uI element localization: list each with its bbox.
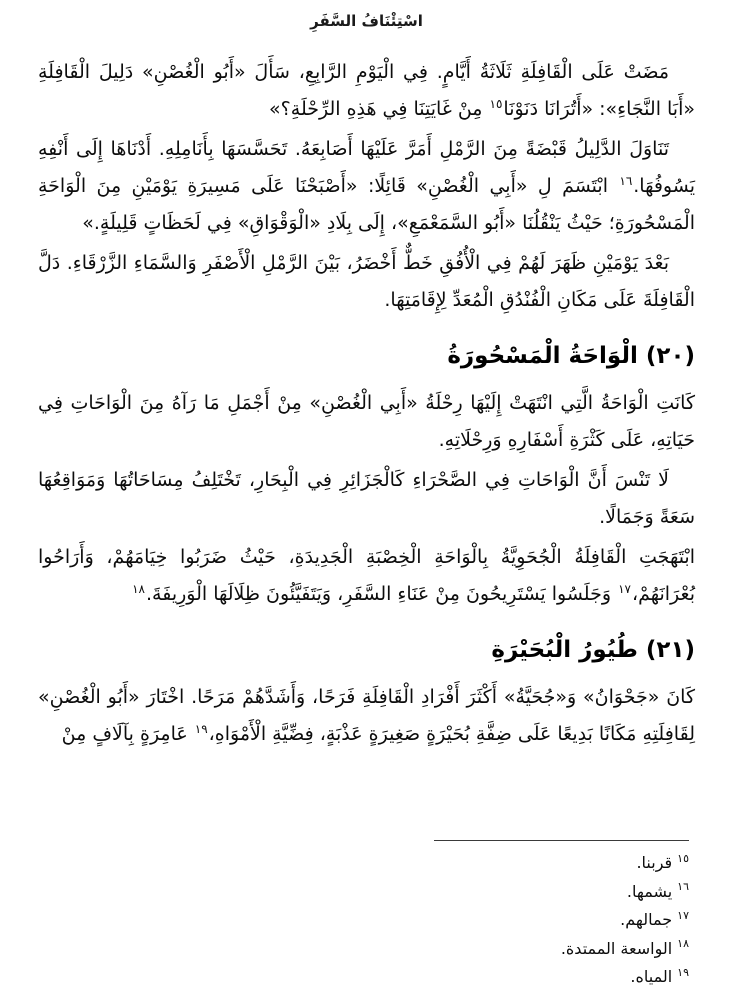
footnotes	[38, 849, 689, 992]
footnote-16-text: يشمها.	[626, 881, 673, 901]
running-head	[0, 12, 733, 30]
body-text	[38, 54, 695, 756]
footnote-19	[38, 963, 689, 992]
footnote-separator	[434, 840, 689, 841]
paragraph-3-text: بَعْدَ يَوْمَيْنِ ظَهَرَ لَهُمْ فِي الْأُفُقِ خَطٌّ أَخْضَرُ، بَيْنَ الرَّمْلِ الْأَصْفَرِ وَالسَّمَاءِ الزَّرْقَاءِ. دَلَّ الْقَافِلَةَ عَلَى مَكَانِ الْفُنْدُقِ الْمُعَدِّ لِإِقَامَتِهَا.	[38, 252, 695, 311]
paragraph-3	[38, 245, 695, 319]
footnote-18-marker: ١٨	[677, 937, 689, 951]
footnote-ref-16: ١٦	[619, 173, 633, 188]
paragraph-5	[38, 462, 695, 536]
running-head-title: اسْتِئْنَافُ السَّفَرِ	[310, 12, 423, 30]
paragraph-4	[38, 385, 695, 459]
footnote-ref-18: ١٨	[132, 581, 145, 596]
footnote-ref-17: ١٧	[618, 581, 631, 596]
section-heading-20: (٢٠) الْوَاحَةُ الْمَسْحُورَةُ	[447, 343, 695, 369]
paragraph-2-text: تَنَاوَلَ الدَّلِيلُ قَبْضَةً مِنَ الرَّمْلِ أَمَرَّ عَلَيْهَا أَصَابِعَهُ. تَحَسَّسَهَا بِأَنَامِلِهِ. أَدْنَاهَا إِلَى أَنْفِهِ يَسُوفُهَا.	[38, 138, 695, 197]
paragraph-4-text: كَانَتِ الْوَاحَةُ الَّتِي انْتَهَتْ إِلَيْهَا رِحْلَةُ «أَبِي الْغُصْنِ» مِنْ أَجْمَلِ مَا رَآهُ مِنَ الْوَاحَاتِ فِي حَيَاتِهِ، عَلَى كَثْرَةِ أَسْفَارِهِ وَرِحْلَاتِهِ.	[38, 392, 695, 451]
footnote-16	[38, 878, 689, 907]
paragraph-5-text: لَا تَنْسَ أَنَّ الْوَاحَاتِ فِي الصَّحْرَاءِ كَالْجَزَائِرِ فِي الْبِحَارِ، تَخْتَلِفُ مِسَاحَاتُهَا وَمَوَاقِعُهَا سَعَةً وَجَمَالًا.	[38, 469, 695, 528]
paragraph-7-text-cont: عَامِرَةٍ بِآلَافٍ مِنْ	[61, 723, 194, 745]
paragraph-2	[38, 131, 695, 242]
paragraph-1-text-cont: مِنْ غَايَتِنَا فِي هَذِهِ الرِّحْلَةِ؟»	[269, 98, 489, 120]
footnote-17-text: جمالهم.	[620, 910, 673, 929]
footnote-ref-19: ١٩	[194, 721, 208, 736]
footnote-19-marker: ١٩	[677, 965, 689, 979]
paragraph-6	[38, 539, 695, 613]
paragraph-2-text-cont: ابْتَسَمَ لِ «أَبِي الْغُصْنِ» قَائِلًا: «أَصْبَحْنَا عَلَى مَسِيرَةِ يَوْمَيْنِ مِنَ الْوَاحَةِ الْمَسْحُورَةِ؛ حَيْثُ يَنْقُلُنَا «أَبُو السَّمَعْمَعِ»، إِلَى بِلَادِ «الْوَقْوَاقِ» فِي لَحَظَاتٍ قَلِيلَةٍ.»	[38, 175, 695, 234]
footnote-15	[38, 849, 689, 878]
footnote-18	[38, 935, 689, 964]
section-heading-21: (٢١) طُيُورُ الْبُحَيْرَةِ	[491, 637, 695, 663]
paragraph-6-text: ابْتَهَجَتِ الْقَافِلَةُ الْجُحَوِيَّةُ بِالْوَاحَةِ الْخِصْبَةِ الْجَدِيدَةِ، حَيْثُ ضَرَبُوا خِيَامَهُمْ، وَأَرَاحُوا بُعْرَانَهُمْ،	[38, 546, 695, 605]
footnote-15-text: قربنا.	[636, 853, 673, 872]
paragraph-7	[38, 679, 695, 753]
footnote-17-marker: ١٧	[677, 908, 689, 922]
paragraph-1	[38, 54, 695, 128]
paragraph-7-text: كَانَ «جَحْوَانُ» وَ«جُحَيَّةُ» أَكْثَرَ أَفْرَادِ الْقَافِلَةِ فَرَحًا، وَأَشَدَّهُمْ مَرَحًا. اخْتَارَ «أَبُو الْغُصْنِ» لِقَافِلَتِهِ مَكَانًا بَدِيعًا عَلَى ضِفَّةِ بُحَيْرَةٍ صَغِيرَةٍ عَذْبَةٍ، فِضِّيَّةِ الْأَمْوَاهِ،	[38, 686, 695, 745]
footnote-18-text: الواسعة الممتدة.	[560, 938, 673, 958]
paragraph-6-text-cont: وَجَلَسُوا يَسْتَرِيحُونَ مِنْ عَنَاءِ السَّفَرِ، وَيَتَفَيَّئُونَ ظِلَالَهَا الْوَرِيفَةَ.	[146, 583, 618, 605]
footnote-19-text: المياه.	[630, 967, 673, 986]
footnote-ref-15: ١٥	[489, 96, 503, 111]
footnote-15-marker: ١٥	[677, 851, 689, 865]
paragraph-1-text: مَضَتْ عَلَى الْقَافِلَةِ ثَلَاثَةُ أَيَّامٍ. فِي الْيَوْمِ الرَّابِعِ، سَأَلَ «أَبُو الْغُصْنِ» دَلِيلَ الْقَافِلَةِ «أَبَا النَّجَاءِ»: «أَتُرَانَا دَنَوْنَا	[38, 61, 695, 120]
footnote-16-marker: ١٦	[677, 880, 689, 894]
footnote-17	[38, 906, 689, 935]
